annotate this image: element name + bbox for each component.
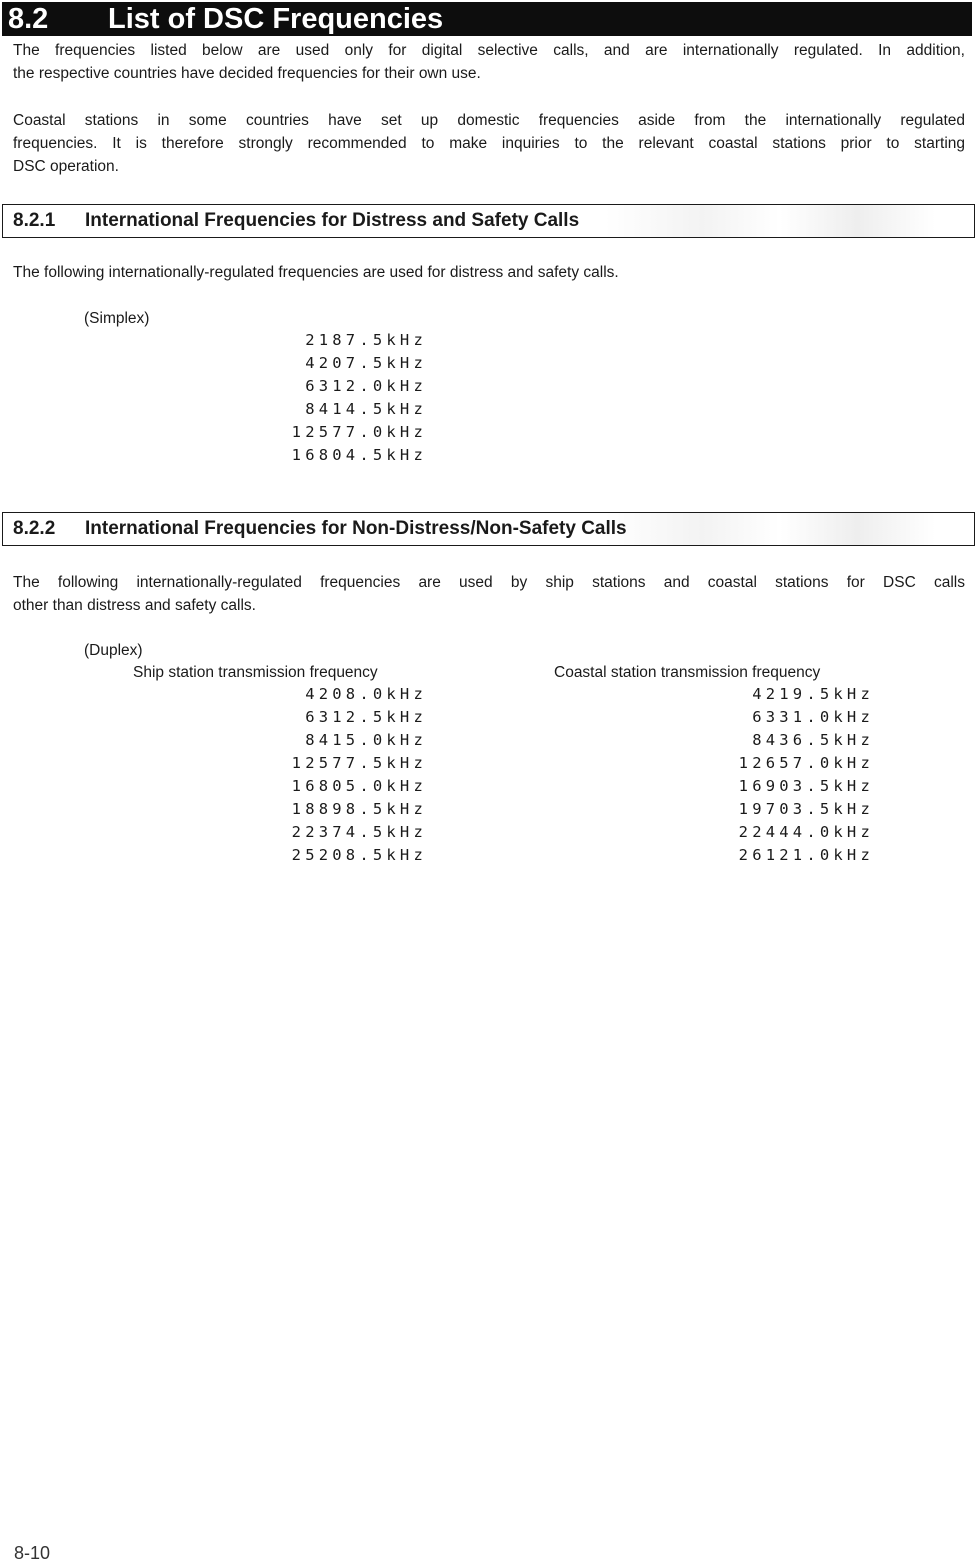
- frequency-item: 2187.5kHz: [305, 331, 427, 349]
- frequency-item: 8414.5kHz: [305, 400, 427, 418]
- coastal-frequency-item: 19703.5kHz: [738, 800, 874, 818]
- ship-frequency-item: 8415.0kHz: [305, 731, 427, 749]
- ship-column-header: Ship station transmission frequency: [133, 664, 378, 681]
- coastal-paragraph: [13, 109, 965, 178]
- coastal-frequency-item: 4219.5kHz: [752, 685, 874, 703]
- distress-description: [13, 261, 965, 284]
- ship-frequency-item: 18898.5kHz: [291, 800, 427, 818]
- ship-frequency-item: 22374.5kHz: [291, 823, 427, 841]
- coastal-frequency-list: [739, 683, 874, 867]
- ship-frequency-item: 6312.5kHz: [305, 708, 427, 726]
- non-distress-heading: [2, 512, 975, 546]
- intro-paragraph: [13, 39, 965, 85]
- coastal-frequency-item: 16903.5kHz: [738, 777, 874, 795]
- frequency-item: 6312.0kHz: [305, 377, 427, 395]
- distress-title: International Frequencies for Distress and Safety Calls: [85, 210, 580, 231]
- frequency-item: 16804.5kHz: [291, 446, 427, 464]
- distress-frequency-list: [292, 329, 427, 467]
- coastal-column-header: Coastal station transmission frequency: [554, 664, 821, 681]
- non-distress-description-line: The following internationally-regulated frequencies are used by ship stations and coastal stations for DSC calls: [13, 574, 965, 591]
- non-distress-title: International Frequencies for Non-Distress/Non-Safety Calls: [85, 518, 627, 539]
- section-number: 8.2: [8, 3, 49, 35]
- ship-frequency-item: 16805.0kHz: [291, 777, 427, 795]
- ship-frequency-item: 12577.5kHz: [291, 754, 427, 772]
- simplex-label: (Simplex): [84, 310, 150, 327]
- coastal-frequency-item: 12657.0kHz: [738, 754, 874, 772]
- coastal-line: DSC operation.: [13, 158, 119, 175]
- section-heading: [2, 2, 972, 36]
- intro-line: the respective countries have decided frequencies for their own use.: [13, 65, 481, 82]
- frequency-item: 12577.0kHz: [291, 423, 427, 441]
- page-number: 8-10: [14, 1543, 51, 1563]
- ship-frequency-item: 4208.0kHz: [305, 685, 427, 703]
- ship-frequency-item: 25208.5kHz: [291, 846, 427, 864]
- distress-heading: [2, 204, 975, 238]
- distress-description-line: The following internationally-regulated frequencies are used for distress and safety calls.: [13, 264, 619, 281]
- non-distress-number: 8.2.2: [13, 518, 56, 539]
- distress-number: 8.2.1: [13, 210, 56, 231]
- non-distress-description-line: other than distress and safety calls.: [13, 597, 256, 614]
- coastal-line: frequencies. It is therefore strongly recommended to make inquiries to the relevant coastal stations prior to starting: [13, 135, 965, 152]
- frequency-item: 4207.5kHz: [305, 354, 427, 372]
- coastal-frequency-item: 26121.0kHz: [738, 846, 874, 864]
- section-title: List of DSC Frequencies: [108, 3, 444, 35]
- non-distress-description: [13, 571, 965, 617]
- coastal-frequency-item: 22444.0kHz: [738, 823, 874, 841]
- duplex-label: (Duplex): [84, 642, 143, 659]
- ship-frequency-list: [292, 683, 427, 867]
- coastal-line: Coastal stations in some countries have set up domestic frequencies aside from the internationally regulated: [13, 112, 965, 129]
- coastal-frequency-item: 6331.0kHz: [752, 708, 874, 726]
- coastal-frequency-item: 8436.5kHz: [752, 731, 874, 749]
- intro-line: The frequencies listed below are used only for digital selective calls, and are internationally regulated. In addition,: [13, 42, 965, 59]
